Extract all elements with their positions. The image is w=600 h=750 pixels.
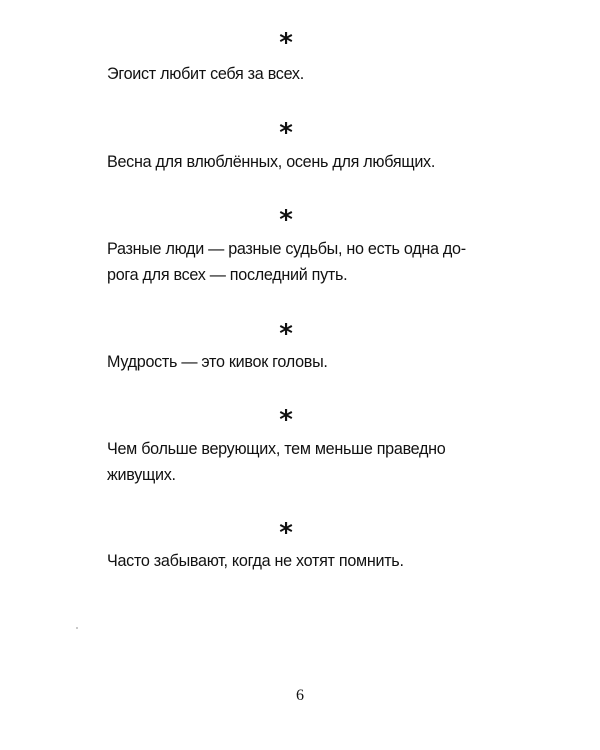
aphorism-3 [107, 236, 487, 288]
aphorism-line: Весна для влюблённых, осень для любящих. [107, 152, 436, 171]
aphorism-line: Чем больше верующих, тем меньше праведно [107, 439, 446, 458]
aphorism-5 [107, 436, 487, 488]
aphorism-1 [107, 61, 487, 87]
separator-asterisk: * [279, 118, 293, 148]
aphorism-line: Часто забывают, когда не хотят помнить. [107, 551, 404, 570]
paper-speck [76, 627, 78, 629]
separator-asterisk: * [279, 518, 293, 548]
aphorism-6 [107, 548, 487, 574]
page-number: 6 [296, 687, 304, 704]
separator-asterisk: * [279, 28, 293, 58]
separator-asterisk: * [279, 205, 293, 235]
aphorism-line: Разные люди — разные судьбы, но есть одна до- [107, 239, 466, 258]
aphorism-line: рога для всех — последний путь. [107, 265, 348, 284]
aphorism-line: живущих. [107, 465, 176, 484]
aphorism-line: Эгоист любит себя за всех. [107, 64, 304, 83]
aphorism-2 [107, 149, 487, 175]
aphorism-line: Мудрость — это кивок головы. [107, 352, 328, 371]
separator-asterisk: * [279, 405, 293, 435]
aphorism-4 [107, 349, 487, 375]
separator-asterisk: * [279, 319, 293, 349]
